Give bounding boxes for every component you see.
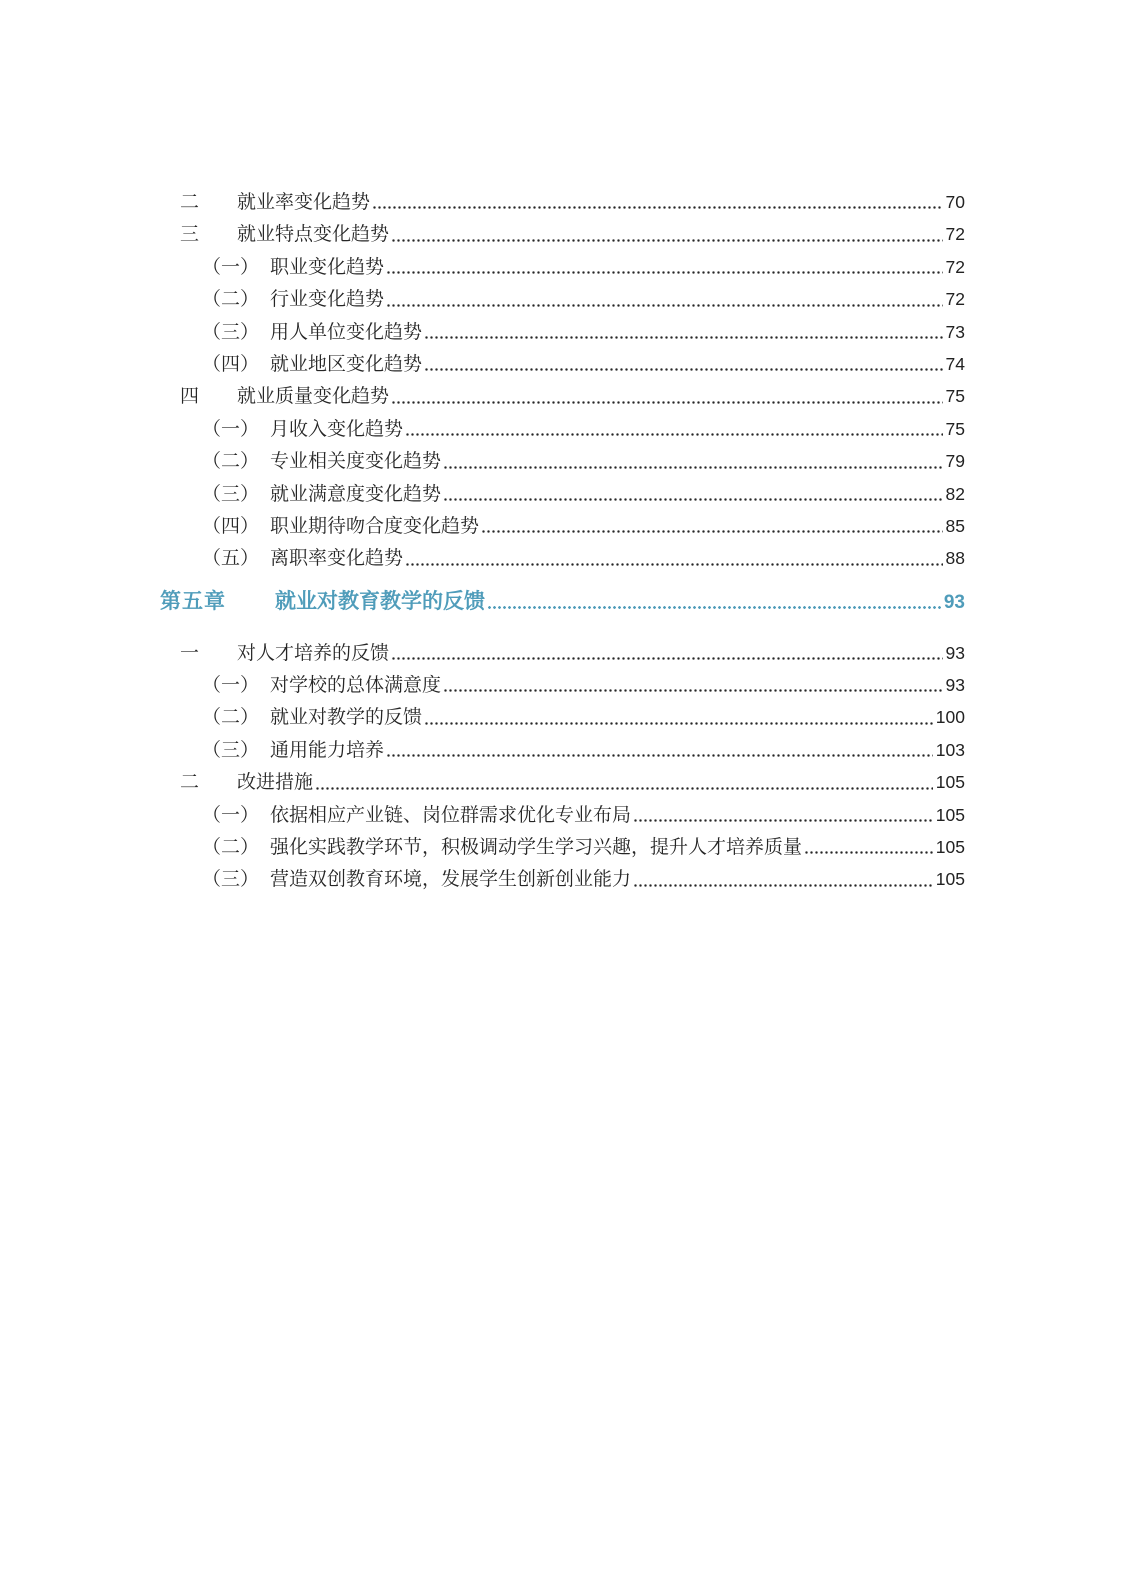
toc-entry-page-number: 105 xyxy=(935,837,965,858)
toc-entry-page-number: 100 xyxy=(935,707,965,728)
toc-entry-title: 职业变化趋势 xyxy=(270,256,385,278)
toc-entry[interactable] xyxy=(160,734,965,766)
toc-entry-page-number: 103 xyxy=(935,739,965,760)
toc-entry-number: （四） xyxy=(202,515,260,537)
toc-entry[interactable] xyxy=(160,510,965,542)
toc-entry[interactable] xyxy=(160,413,965,445)
toc-entry-page-number: 75 xyxy=(945,386,965,407)
toc-entry-page-number: 72 xyxy=(945,256,965,277)
toc-entry-title: 就业地区变化趋势 xyxy=(270,353,423,375)
toc-entry-page-number: 74 xyxy=(945,353,965,374)
toc-entry-number: （一） xyxy=(202,418,260,440)
toc-entry-title: 职业期待吻合度变化趋势 xyxy=(270,515,480,537)
toc-entry-number: 三 xyxy=(180,224,200,246)
toc-entry-page-number: 93 xyxy=(945,642,965,663)
toc-leader-dots xyxy=(443,689,943,692)
toc-entry-number: （五） xyxy=(202,548,260,570)
toc-entry-title: 就业满意度变化趋势 xyxy=(270,483,442,505)
toc-entry-number: （三） xyxy=(202,739,260,761)
toc-entry-page-number: 75 xyxy=(945,418,965,439)
toc-entry[interactable] xyxy=(160,380,965,412)
toc-entry-number: 第五章 xyxy=(160,589,226,613)
toc-entry-number: （二） xyxy=(202,289,260,311)
toc-chapter-entry[interactable] xyxy=(160,587,965,617)
toc-entry-title: 改进措施 xyxy=(237,772,314,794)
toc-entry[interactable] xyxy=(160,799,965,831)
toc-entry-title: 月收入变化趋势 xyxy=(270,418,404,440)
toc-entry-number: （一） xyxy=(202,804,260,826)
toc-entry[interactable] xyxy=(160,186,965,218)
toc-leader-dots xyxy=(633,819,933,822)
toc-entry-title: 用人单位变化趋势 xyxy=(270,321,423,343)
toc-entry[interactable] xyxy=(160,863,965,895)
toc-leader-dots xyxy=(424,368,943,371)
toc-entry-page-number: 85 xyxy=(945,515,965,536)
toc-entry-title: 强化实践教学环节，积极调动学生学习兴趣，提升人才培养质量 xyxy=(270,837,803,859)
toc-leader-dots xyxy=(443,466,943,469)
toc-entry[interactable] xyxy=(160,542,965,574)
toc-entry-page-number: 93 xyxy=(945,675,965,696)
table-of-contents xyxy=(160,186,965,896)
toc-leader-dots xyxy=(487,606,941,609)
toc-entry-title: 依据相应产业链、岗位群需求优化专业布局 xyxy=(270,804,632,826)
toc-entry-number: （三） xyxy=(202,321,260,343)
toc-entry-title: 就业率变化趋势 xyxy=(237,192,371,213)
toc-leader-dots xyxy=(386,754,933,757)
toc-leader-dots xyxy=(424,722,933,725)
toc-leader-dots xyxy=(405,433,943,436)
toc-entry-number: 四 xyxy=(180,386,200,408)
toc-entry-title: 就业对教育教学的反馈 xyxy=(275,589,485,613)
toc-entry-number: （四） xyxy=(202,353,260,375)
toc-entry-title: 对学校的总体满意度 xyxy=(270,675,442,697)
toc-entry-title: 专业相关度变化趋势 xyxy=(270,451,442,473)
toc-entry[interactable] xyxy=(160,445,965,477)
toc-leader-dots xyxy=(481,530,943,533)
toc-entry-title: 离职率变化趋势 xyxy=(270,548,404,570)
toc-leader-dots xyxy=(405,563,943,566)
toc-entry-number: （二） xyxy=(202,451,260,473)
toc-entry[interactable] xyxy=(160,766,965,798)
toc-entry-number: （三） xyxy=(202,869,260,891)
toc-leader-dots xyxy=(424,336,943,339)
toc-entry-page-number: 105 xyxy=(935,804,965,825)
toc-entry[interactable] xyxy=(160,669,965,701)
toc-entry-number: （三） xyxy=(202,483,260,505)
toc-entry-page-number: 82 xyxy=(945,483,965,504)
toc-leader-dots xyxy=(633,884,933,887)
toc-entry-page-number: 88 xyxy=(945,548,965,569)
toc-entry-number: （二） xyxy=(202,837,260,859)
toc-entry-number: 二 xyxy=(180,192,200,213)
toc-entry-page-number: 72 xyxy=(945,224,965,245)
toc-entry[interactable] xyxy=(160,701,965,733)
toc-entry[interactable] xyxy=(160,316,965,348)
toc-entry[interactable] xyxy=(160,218,965,250)
toc-entry[interactable] xyxy=(160,251,965,283)
toc-entry-number: （二） xyxy=(202,707,260,729)
toc-entry-title: 营造双创教育环境，发展学生创新创业能力 xyxy=(270,869,632,891)
toc-leader-dots xyxy=(315,787,933,790)
toc-entry-page-number: 93 xyxy=(943,591,965,613)
toc-leader-dots xyxy=(391,239,943,242)
toc-entry-title: 通用能力培养 xyxy=(270,739,385,761)
toc-entry-title: 行业变化趋势 xyxy=(270,289,385,311)
toc-entry-title: 就业特点变化趋势 xyxy=(237,224,390,246)
toc-entry[interactable] xyxy=(160,283,965,315)
toc-entry-title: 就业对教学的反馈 xyxy=(270,707,423,729)
toc-entry-number: 二 xyxy=(180,772,200,794)
toc-entry-page-number: 73 xyxy=(945,321,965,342)
toc-entry[interactable] xyxy=(160,637,965,669)
toc-entry-number: （一） xyxy=(202,675,260,697)
toc-entry-title: 就业质量变化趋势 xyxy=(237,386,390,408)
toc-entry-number: 一 xyxy=(180,642,200,664)
toc-entry-page-number: 105 xyxy=(935,869,965,890)
toc-leader-dots xyxy=(372,206,943,209)
toc-entry-number: （一） xyxy=(202,256,260,278)
toc-leader-dots xyxy=(386,304,943,307)
toc-entry[interactable] xyxy=(160,348,965,380)
toc-entry-page-number: 105 xyxy=(935,772,965,793)
toc-leader-dots xyxy=(804,851,933,854)
toc-entry-page-number: 72 xyxy=(945,289,965,310)
toc-entry[interactable] xyxy=(160,831,965,863)
toc-leader-dots xyxy=(391,657,943,660)
toc-leader-dots xyxy=(391,401,943,404)
toc-entry-page-number: 70 xyxy=(945,192,965,212)
toc-entry-page-number: 79 xyxy=(945,451,965,472)
toc-leader-dots xyxy=(443,498,943,501)
toc-entry-title: 对人才培养的反馈 xyxy=(237,642,390,664)
toc-leader-dots xyxy=(386,271,943,274)
toc-entry[interactable] xyxy=(160,478,965,510)
